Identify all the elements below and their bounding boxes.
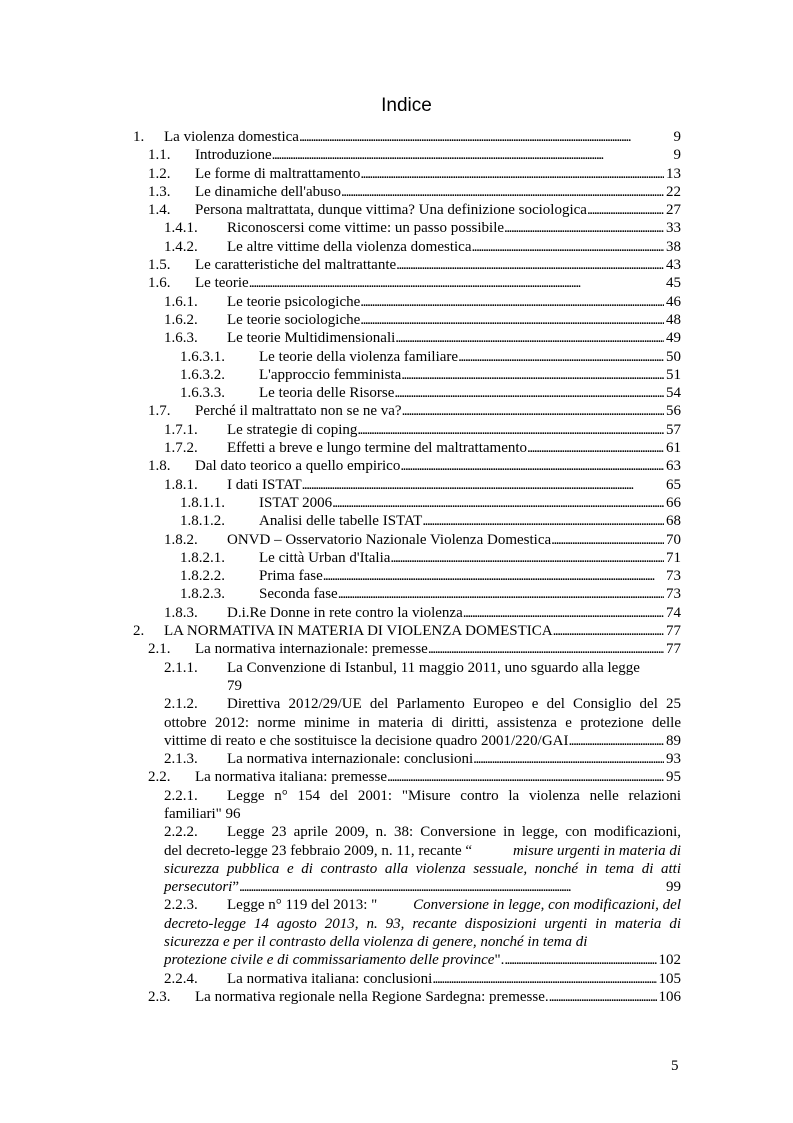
toc-label: L'approccio femminista [259,366,402,383]
toc-label: ISTAT 2006 [259,494,333,511]
toc-page: 95 [666,769,681,786]
toc-label: La violenza domestica [164,129,299,145]
toc-label: Perché il maltrattato non se ne va? [195,403,402,420]
toc-number: 1.4.2. [164,238,198,255]
toc-number: 1.7.1. [164,421,198,438]
toc-entry[interactable] [0,146,793,164]
toc-leader [302,476,664,494]
toc-number: 1.2. [148,165,171,182]
toc-entry-continuation[interactable] [0,951,793,969]
toc-label: Prima fase [259,568,323,585]
toc-entry[interactable] [0,439,793,457]
toc-entry[interactable] [0,970,793,988]
toc-entry-continuation[interactable] [0,842,793,860]
toc-label-italic: misure urgenti in materia di [512,842,681,859]
toc-page: 70 [666,531,681,548]
toc-label: ONVD – Osservatorio Nazionale Violenza Domestica [227,531,552,548]
toc-leader [527,439,664,457]
toc-label: Le teoria delle Risorse [259,385,395,402]
toc-entry[interactable] [0,604,793,622]
toc-page: 45 [666,275,681,292]
toc-label: Dal dato teorico a quello empirico [195,458,401,475]
toc-label: La normativa internazionale: premesse [195,641,428,658]
toc-entry[interactable] [0,165,793,183]
toc-label: Le città Urban d'Italia [259,549,391,566]
toc-number: 2.2.1. [164,787,198,804]
toc-entry[interactable] [0,988,793,1006]
toc-entry[interactable] [0,494,793,512]
toc-entry[interactable] [0,201,793,219]
toc-leader [473,750,664,768]
toc-page: 102 [658,952,681,969]
toc-number: 1.6.2. [164,311,198,328]
toc-page: 63 [666,458,681,475]
toc-label: La normativa internazionale: conclusioni [227,751,474,768]
toc-label: Direttiva 2012/29/UE del Parlamento Europeo e del Consiglio del 25 [227,696,681,713]
toc-leader [323,567,664,585]
toc-number: 1.7. [148,403,171,420]
toc-label: Legge n° 154 del 2001: "Misure contro la violenza nelle relazioni [227,787,681,804]
toc-number: 1.8.1.2. [180,513,225,530]
toc-page: 22 [666,183,681,200]
toc-number: 1.1. [148,147,171,164]
toc-entry[interactable] [0,311,793,329]
toc-entry[interactable] [0,293,793,311]
toc-label: Le dinamiche dell'abuso [195,183,341,200]
toc-label: Le teorie sociologiche [227,311,361,328]
table-of-contents [0,128,793,1006]
toc-number: 1.6.3.1. [180,348,225,365]
toc-page: 57 [666,421,681,438]
toc-page: 105 [658,970,681,987]
toc-page: 33 [666,220,681,237]
toc-number: 1. [133,129,145,145]
toc-label: Le strategie di coping [227,421,358,438]
toc-page: 71 [666,549,681,566]
toc-page: 49 [666,330,681,347]
toc-page: 46 [666,293,681,310]
toc-label: I dati ISTAT [227,476,302,493]
toc-label: La Convenzione di Istanbul, 11 maggio 2011, uno sguardo alla legge [227,659,640,676]
toc-entry[interactable] [0,256,793,274]
toc-leader [422,512,664,530]
toc-number: 1.4. [148,202,171,219]
toc-entry[interactable] [0,366,793,384]
toc-number: 1.6.3.2. [180,366,225,383]
toc-label: Riconoscersi come vittime: un passo possibile [227,220,505,237]
toc-leader [332,494,664,512]
toc-page: 54 [666,385,681,402]
toc-number: 1.5. [148,257,171,274]
toc-number: 2.3. [148,988,171,1005]
toc-label-text: ” [232,879,239,896]
toc-label-italic: sicurezza pubblica e di contrasto alla violenza sessuale, nonché in tema di atti [164,860,681,877]
toc-page: 38 [666,238,681,255]
toc-number: 2.2.2. [164,824,198,841]
toc-number: 1.8.2.2. [180,568,225,585]
toc-leader [553,622,664,640]
toc-leader [360,293,664,311]
toc-leader [360,311,664,329]
toc-entry-continuation[interactable] [0,915,793,933]
toc-leader [463,604,664,622]
toc-label: Le altre vittime della violenza domestica [227,238,472,255]
toc-label: D.i.Re Donne in rete contro la violenza [227,604,463,621]
toc-page: 61 [666,440,681,457]
toc-page: 9 [673,129,681,145]
toc-number: 1.6. [148,275,171,292]
page-number: 5 [671,1058,679,1074]
toc-label-italic: persecutori [164,879,233,896]
toc-entry[interactable] [0,329,793,347]
toc-entry[interactable] [0,750,793,768]
toc-entry[interactable] [0,512,793,530]
toc-label: Le teorie [195,275,249,292]
toc-number: 1.8.1.1. [180,494,225,511]
toc-entry[interactable] [0,622,793,640]
toc-entry[interactable] [0,476,793,494]
toc-entry[interactable] [0,823,793,841]
toc-number: 1.4.1. [164,220,198,237]
toc-page: 27 [666,202,681,219]
toc-entry-continuation[interactable] [0,860,793,878]
toc-page: 73 [666,568,681,585]
toc-leader [239,878,664,896]
toc-leader [432,970,656,988]
toc-entry[interactable] [0,219,793,237]
toc-label-wrap [164,951,504,969]
toc-label: Seconda fase [259,586,338,603]
toc-page: 74 [666,604,681,621]
toc-label-text: ". [494,952,505,969]
toc-entry[interactable] [0,348,793,366]
toc-label: La normativa italiana: conclusioni [227,970,433,987]
toc-label-italic: decreto-legge 14 agosto 2013, n. 93, recante disposizioni urgenti in materia di [164,915,681,932]
toc-leader [357,421,664,439]
toc-number: 1.6.3. [164,330,198,347]
toc-entry[interactable] [0,585,793,603]
toc-label: La normativa regionale nella Regione Sardegna: premesse. [195,988,549,1005]
toc-leader [390,549,664,567]
toc-label-wrap: ottobre 2012: norme minime in materia di diritti, assistenza e protezione delle [164,714,681,731]
toc-entry[interactable] [0,384,793,402]
toc-leader [400,457,664,475]
toc-leader [387,768,664,786]
toc-page: 43 [666,257,681,274]
toc-label: Le teorie psicologiche [227,293,361,310]
toc-page: 106 [658,988,681,1005]
toc-entry[interactable] [0,238,793,256]
toc-page: 77 [666,623,681,640]
toc-number: 2.1.2. [164,696,198,713]
toc-page: 68 [666,513,681,530]
toc-page: 56 [666,403,681,420]
toc-entry[interactable] [0,896,793,914]
toc-number: 1.7.2. [164,440,198,457]
toc-entry[interactable] [0,183,793,201]
toc-label-wrap [164,842,681,860]
toc-number: 2.2.3. [164,897,198,914]
toc-entry[interactable] [0,402,793,420]
toc-page: 48 [666,311,681,328]
toc-label-wrap: 79 [227,677,242,694]
toc-entry[interactable] [0,787,793,805]
toc-leader [458,348,664,366]
toc-page: 77 [666,641,681,658]
toc-label-italic: Conversione in legge, con modificazioni, del [413,897,681,914]
toc-label-wrap: familiari" 96 [164,805,241,822]
toc-entry[interactable] [0,549,793,567]
toc-entry-continuation[interactable] [0,805,793,823]
toc-number: 1.8.2.1. [180,549,225,566]
toc-label [227,896,681,914]
toc-label-italic: protezione civile e di commissariamento delle province [164,952,495,969]
toc-page: 9 [673,147,681,164]
toc-label-wrap: vittime di reato e che sostituisce la decisione quadro 2001/220/GAI [164,732,569,749]
toc-label: Analisi delle tabelle ISTAT [259,513,423,530]
toc-leader [341,183,664,201]
toc-leader [401,366,664,384]
toc-label: Effetti a breve e lungo termine del maltrattamento [227,440,528,457]
toc-entry-continuation[interactable] [0,714,793,732]
toc-number: 2.1.3. [164,751,198,768]
toc-label: Introduzione [195,147,272,164]
toc-leader [551,531,664,549]
toc-leader [549,988,657,1006]
toc-number: 2.2.4. [164,970,198,987]
toc-page: 66 [666,494,681,511]
toc-leader [504,219,664,237]
toc-page: 93 [666,751,681,768]
toc-page: 99 [666,879,681,896]
toc-number: 1.6.1. [164,293,198,310]
toc-entry[interactable] [0,421,793,439]
toc-leader [504,951,656,969]
toc-entry-continuation[interactable] [0,677,793,695]
toc-label: Le forme di maltrattamento [195,165,361,182]
toc-entry[interactable] [0,659,793,677]
toc-label: Le teorie Multidimensionali [227,330,396,347]
toc-label: Legge 23 aprile 2009, n. 38: Conversione in legge, con modificazioni, [227,824,681,841]
toc-entry[interactable] [0,640,793,658]
toc-entry[interactable] [0,274,793,292]
toc-page: 89 [666,732,681,749]
toc-number: 2. [133,623,145,640]
toc-entry-continuation[interactable] [0,933,793,951]
toc-leader [360,165,664,183]
toc-number: 1.8.3. [164,604,198,621]
toc-label: LA NORMATIVA IN MATERIA DI VIOLENZA DOMESTICA [164,623,553,640]
toc-page: 65 [666,476,681,493]
toc-page: 51 [666,366,681,383]
toc-leader [249,274,664,292]
toc-page: 73 [666,586,681,603]
toc-leader [338,585,664,603]
toc-label: Le caratteristiche del maltrattante [195,257,397,274]
toc-entry[interactable] [0,695,793,713]
toc-number: 2.1.1. [164,659,198,676]
toc-entry-continuation[interactable] [0,732,793,750]
toc-leader [394,384,664,402]
toc-page: 13 [666,165,681,182]
toc-number: 2.1. [148,641,171,658]
toc-leader [587,201,664,219]
toc-page: 50 [666,348,681,365]
toc-entry[interactable] [0,128,793,146]
toc-leader [471,238,664,256]
toc-label: La normativa italiana: premesse [195,769,388,786]
toc-label: Le teorie della violenza familiare [259,348,459,365]
toc-number: 1.8.2.3. [180,586,225,603]
toc-leader [568,732,664,750]
toc-label-wrap [164,878,239,896]
toc-entry[interactable] [0,567,793,585]
toc-number: 1.8. [148,458,171,475]
toc-leader [396,256,664,274]
toc-number: 1.8.2. [164,531,198,548]
toc-entry[interactable] [0,457,793,475]
toc-label-text: Legge n° 119 del 2013: " [227,897,378,914]
toc-label: Persona maltrattata, dunque vittima? Una definizione sociologica [195,202,587,219]
toc-leader [428,640,664,658]
toc-label-italic: sicurezza e per il contrasto della violenza di genere, nonché in tema di [164,934,588,951]
toc-label-text: del decreto-legge 23 febbraio 2009, n. 11, recante “ [164,842,473,859]
toc-entry[interactable] [0,531,793,549]
toc-leader [299,128,672,146]
toc-leader [272,146,672,164]
toc-number: 1.3. [148,183,171,200]
toc-entry-continuation[interactable] [0,878,793,896]
toc-number: 1.6.3.3. [180,385,225,402]
page-title: Indice [381,95,432,116]
toc-number: 2.2. [148,769,171,786]
toc-entry[interactable] [0,768,793,786]
toc-leader [402,402,664,420]
toc-number: 1.8.1. [164,476,198,493]
toc-leader [395,329,664,347]
